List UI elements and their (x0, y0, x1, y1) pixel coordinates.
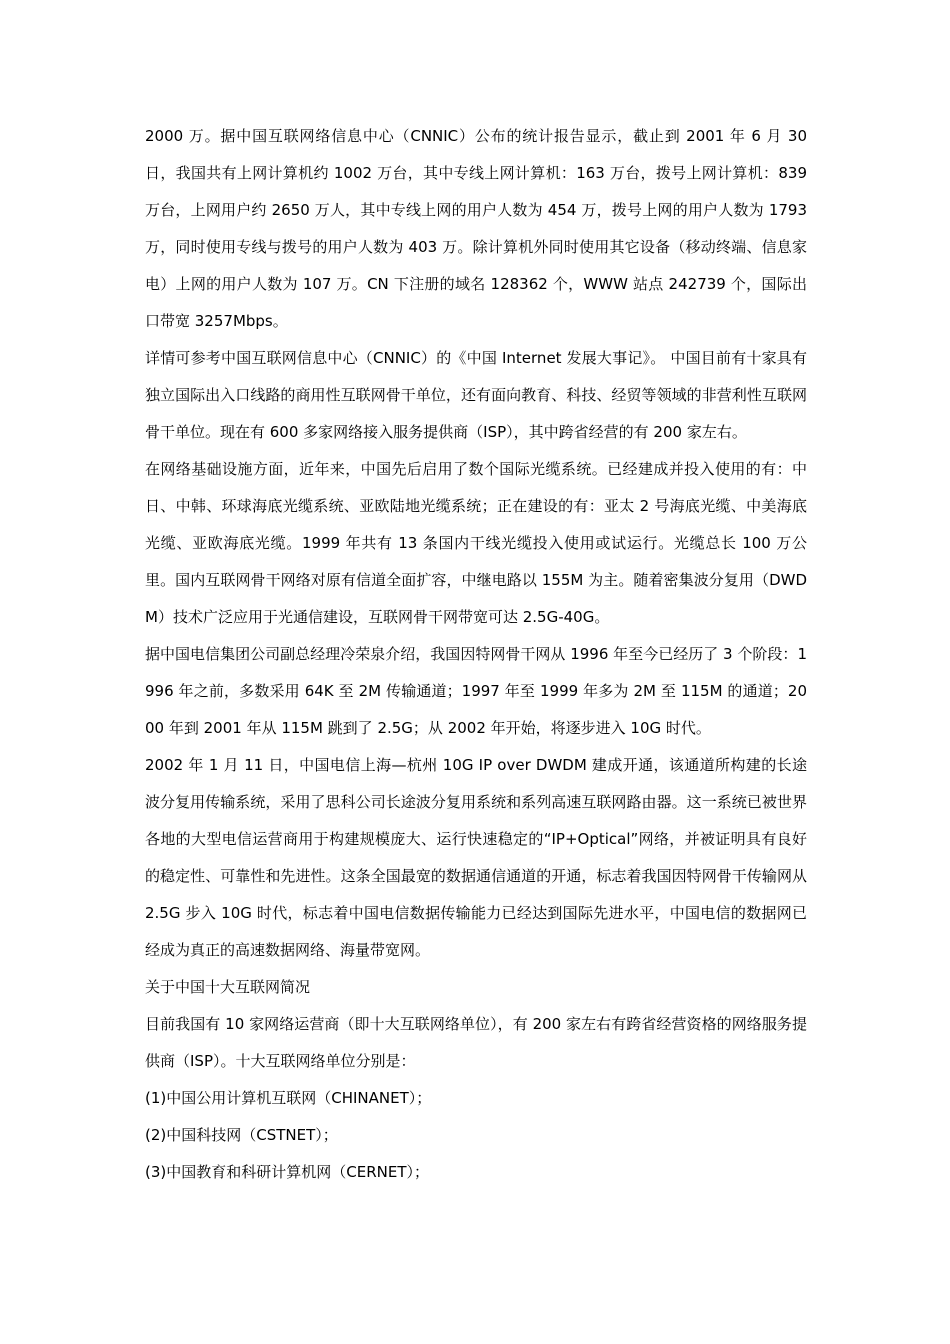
paragraph-network-infrastructure: 在网络基础设施方面，近年来，中国先后启用了数个国际光缆系统。已经建成并投入使用的有：中日、中韩、环球海底光缆系统、亚欧陆地光缆系统；正在建设的有：亚太 2 号海底光缆、中美海底光缆、亚欧海底光缆。1999 年共有 13 条国内干线光缆投入使用或试运行。光缆总长 100 万公里。国内互联网骨干网络对原有信道全面扩容，中继电路以 155M 为主。随着密集波分复用（DWDM）技术广泛应用于光通信建设，互联网骨干网带宽可达 2.5G-40G。 (145, 460, 807, 626)
paragraph-backbone-stages: 据中国电信集团公司副总经理冷荣泉介绍，我国因特网骨干网从 1996 年至今已经历了 3 个阶段：1996 年之前，多数采用 64K 至 2M 传输通道；1997 年至 1999 年多为 2M 至 115M 的通道；2000 年到 2001 年从 115M 跳到了 2.5G；从 2002 年开始，将逐步进入 10G 时代。 (145, 645, 807, 737)
paragraph-10g-dwdm: 2002 年 1 月 11 日，中国电信上海—杭州 10G IP over DWDM 建成开通，该通道所构建的长途波分复用传输系统，采用了思科公司长途波分复用系统和系列高速互联网路由器。这一系统已被世界各地的大型电信运营商用于构建规模庞大、运行快速稳定的“IP+Optical”网络，并被证明具有良好的稳定性、可靠性和先进性。这条全国最宽的数据通信通道的开通，标志着我国因特网骨干传输网从 2.5G 步入 10G 时代，标志着中国电信数据传输能力已经达到国际先进水平，中国电信的数据网已经成为真正的高速数据网络、海量带宽网。 (145, 756, 807, 959)
list-item-chinanet: (1)中国公用计算机互联网（CHINANET）； (145, 1089, 432, 1107)
list-item-cstnet: (2)中国科技网（CSTNET）； (145, 1126, 338, 1144)
document-page (145, 118, 807, 1191)
list-item-cernet: (3)中国教育和科研计算机网（CERNET）； (145, 1163, 429, 1181)
paragraph-internet-statistics: 2000 万。据中国互联网络信息中心（CNNIC）公布的统计报告显示，截止到 2001 年 6 月 30 日，我国共有上网计算机约 1002 万台，其中专线上网计算机：163 万台，拨号上网计算机：839 万台，上网用户约 2650 万人，其中专线上网的用户人数为 454 万，拨号上网的用户人数为 1793 万，同时使用专线与拨号的用户人数为 403 万。除计算机外同时使用其它设备（移动终端、信息家电）上网的用户人数为 107 万。CN 下注册的域名 128362 个，WWW 站点 242739 个，国际出口带宽 3257Mbps。 (145, 127, 807, 330)
paragraph-network-operators: 目前我国有 10 家网络运营商（即十大互联网络单位），有 200 家左右有跨省经营资格的网络服务提供商（ISP）。十大互联网络单位分别是： (145, 1015, 807, 1070)
paragraph-cnnic-reference: 详情可参考中国互联网信息中心（CNNIC）的《中国 Internet 发展大事记》。 中国目前有十家具有独立国际出入口线路的商用性互联网骨干单位，还有面向教育、科技、经贸等领域的非营利性互联网骨干单位。现在有 600 多家网络接入服务提供商（ISP），其中跨省经营的有 200 家左右。 (145, 349, 807, 441)
section-heading-ten-networks: 关于中国十大互联网简况 (145, 978, 311, 996)
